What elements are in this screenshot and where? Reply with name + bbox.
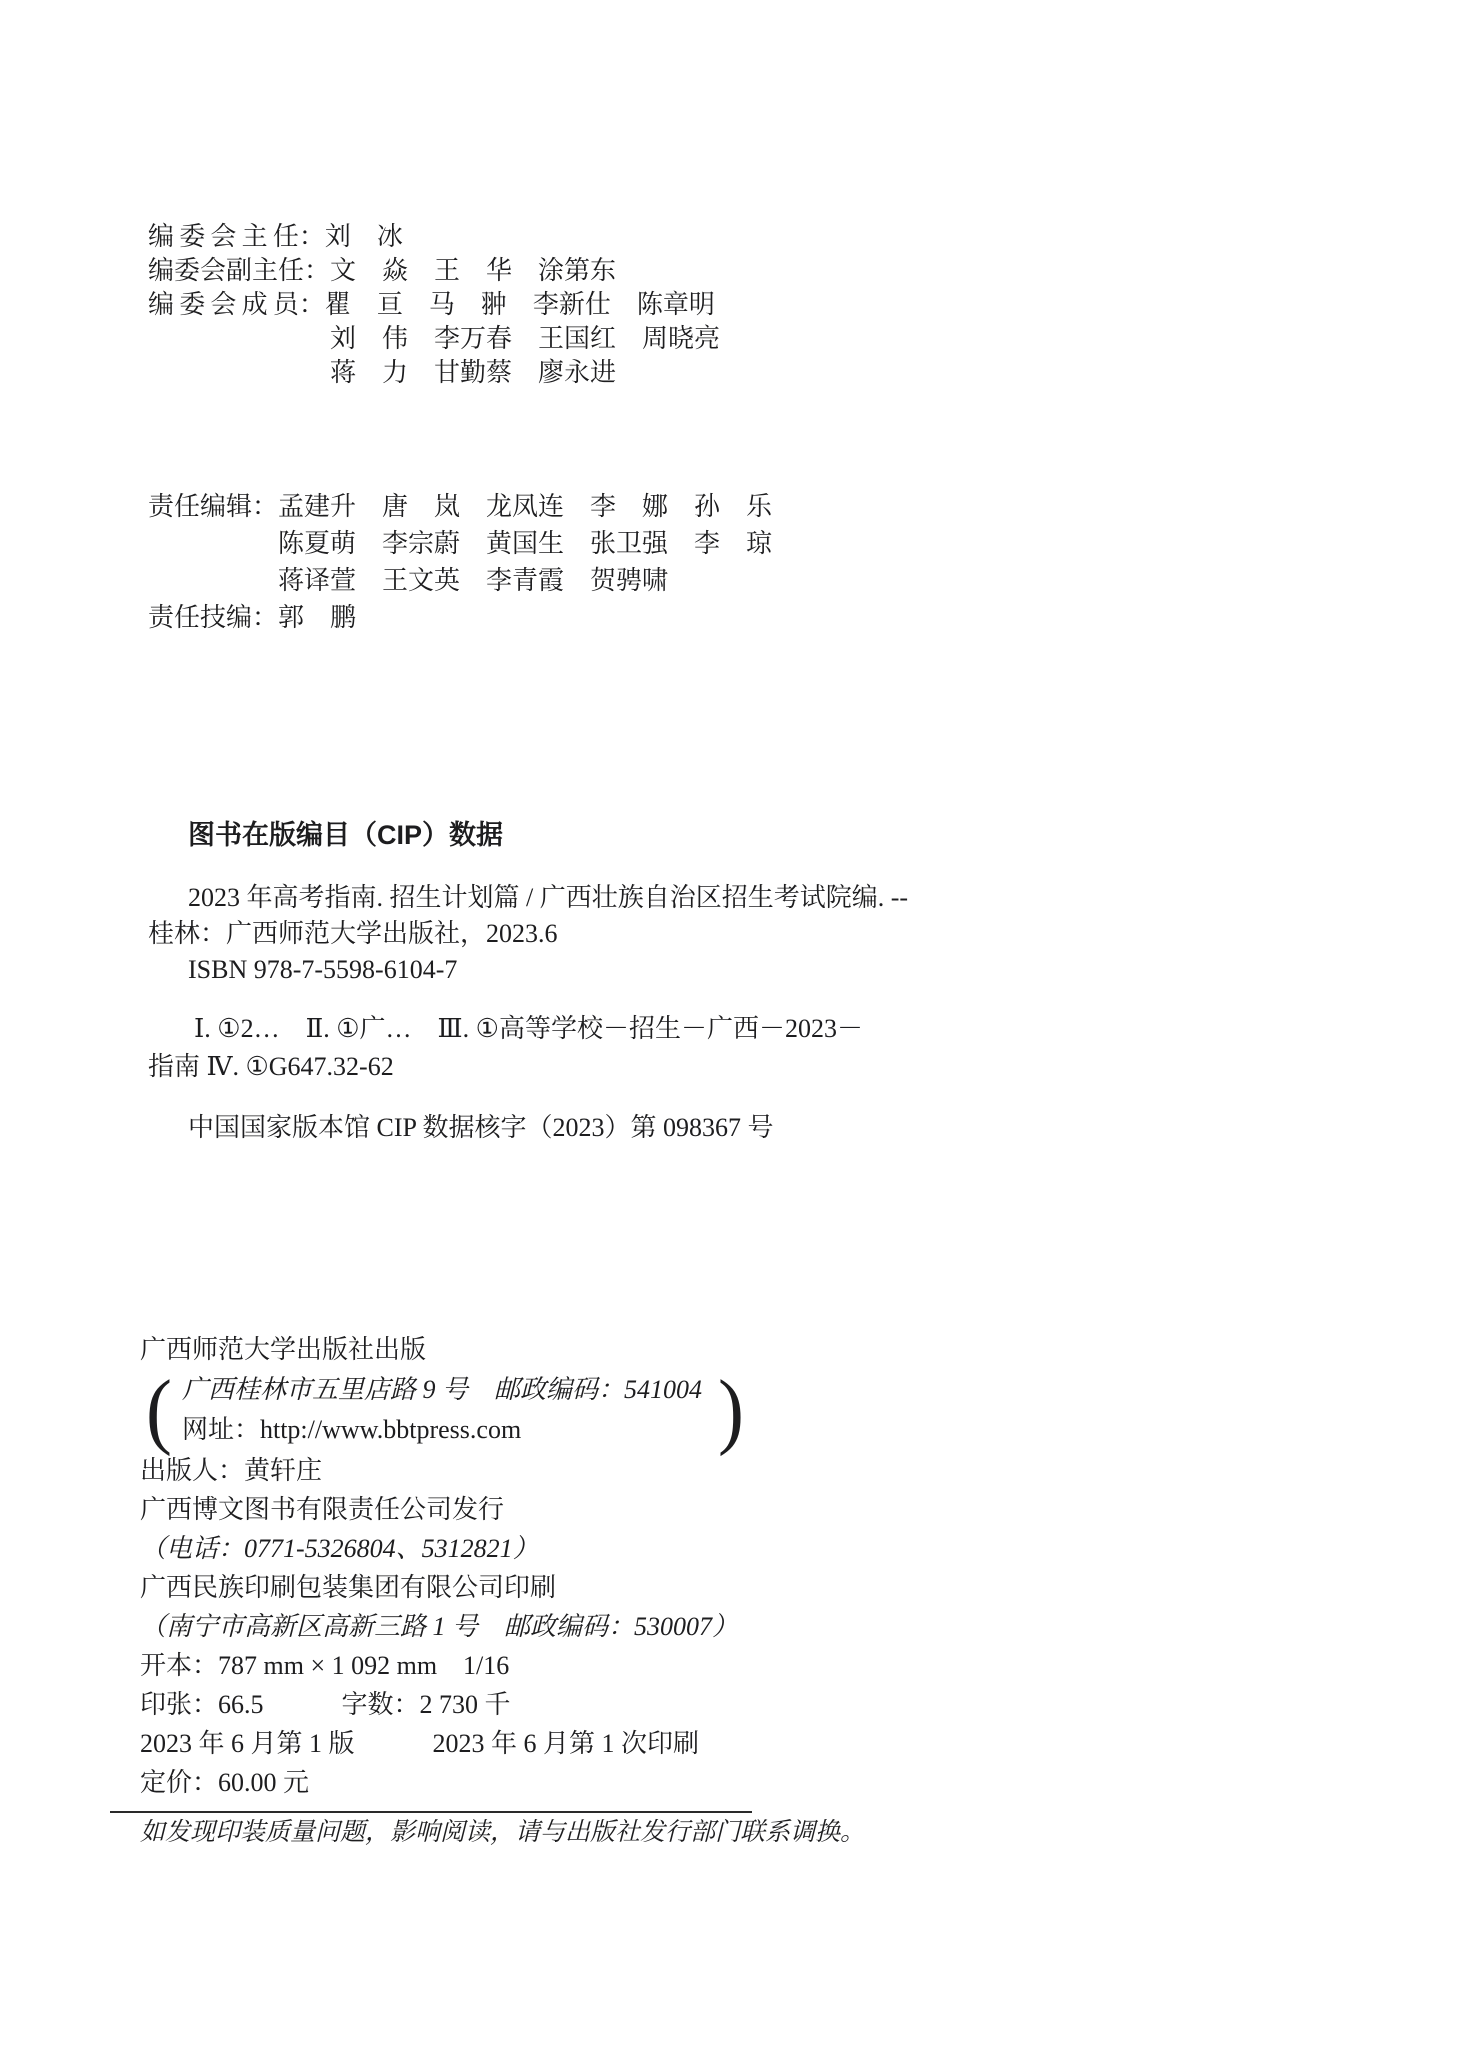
editorial-committee-block bbox=[148, 220, 720, 390]
cip-classification bbox=[148, 1010, 908, 1086]
distributor-line: 广西博文图书有限责任公司发行 bbox=[140, 1495, 505, 1524]
cip-classification-line-2: 指南 Ⅳ. ①G647.32-62 bbox=[148, 1052, 394, 1081]
printer-line: 广西民族印刷包装集团有限公司印刷 bbox=[140, 1573, 557, 1602]
cip-classification-line-1: Ⅰ. ①2… Ⅱ. ①广… Ⅲ. ①高等学校－招生－广西－2023－ bbox=[194, 1014, 863, 1043]
committee-members-line-3: 蒋 力 甘勤蔡 廖永进 bbox=[330, 358, 617, 387]
committee-chair-line: 编 委 会 主 任：刘 冰 bbox=[148, 222, 403, 251]
responsible-editors-block bbox=[148, 488, 772, 636]
divider-rule bbox=[110, 1811, 752, 1813]
cip-entry-line-1: 2023 年高考指南. 招生计划篇 / 广西壮族自治区招生考试院编. -- bbox=[188, 883, 909, 912]
edition-printing-line: 2023 年 6 月第 1 版 2023 年 6 月第 1 次印刷 bbox=[140, 1729, 700, 1758]
technical-editor-line: 责任技编：郭 鹏 bbox=[148, 603, 357, 632]
chief-editors-line-3: 蒋译萱 王文英 李青霞 贺骋啸 bbox=[278, 566, 669, 595]
committee-vice-chairs-line: 编委会副主任：文 焱 王 华 涂第东 bbox=[148, 256, 617, 285]
cip-entry bbox=[148, 880, 908, 988]
format-line: 开本：787 mm × 1 092 mm 1/16 bbox=[140, 1651, 510, 1680]
publisher-name-line: 广西师范大学出版社出版 bbox=[140, 1335, 427, 1364]
publishing-info-block bbox=[140, 1330, 865, 1850]
publisher-person-line: 出版人：黄轩庄 bbox=[140, 1456, 323, 1485]
cip-title: 图书在版编目（CIP）数据 bbox=[188, 820, 504, 850]
publisher-address-line: 广西桂林市五里店路 9 号 邮政编码：541004 bbox=[181, 1375, 702, 1404]
cip-entry-line-2: 桂林：广西师范大学出版社，2023.6 bbox=[148, 919, 558, 948]
distributor-phone-line: （电话：0771-5326804、5312821） bbox=[140, 1534, 539, 1563]
quality-note-line: 如发现印装质量问题，影响阅读，请与出版社发行部门联系调换。 bbox=[140, 1819, 866, 1846]
price-line: 定价：60.00 元 bbox=[140, 1768, 310, 1797]
cip-record-number: 中国国家版本馆 CIP 数据核字（2023）第 098367 号 bbox=[188, 1113, 774, 1142]
publisher-address-group bbox=[140, 1362, 865, 1457]
chief-editors-line-2: 陈夏萌 李宗蔚 黄国生 张卫强 李 琼 bbox=[278, 529, 773, 558]
publisher-address-lines bbox=[182, 1370, 702, 1450]
right-paren-glyph: ) bbox=[718, 1362, 744, 1457]
committee-members-line-2: 刘 伟 李万春 王国红 周晓亮 bbox=[330, 324, 721, 353]
chief-editors-line-1: 责任编辑：孟建升 唐 岚 龙凤连 李 娜 孙 乐 bbox=[148, 492, 773, 521]
cip-data-block bbox=[148, 818, 908, 1146]
publisher-website-line: 网址：http://www.bbtpress.com bbox=[181, 1415, 522, 1444]
printer-address-line: （南宁市高新区高新三路 1 号 邮政编码：530007） bbox=[140, 1612, 739, 1641]
cip-isbn-line: ISBN 978-7-5598-6104-7 bbox=[188, 955, 458, 984]
committee-members-line-1: 编 委 会 成 员：瞿 亘 马 翀 李新仕 陈章明 bbox=[148, 290, 715, 319]
left-paren-glyph: ( bbox=[146, 1362, 172, 1457]
sheets-wordcount-line: 印张：66.5 字数：2 730 千 bbox=[140, 1690, 511, 1719]
